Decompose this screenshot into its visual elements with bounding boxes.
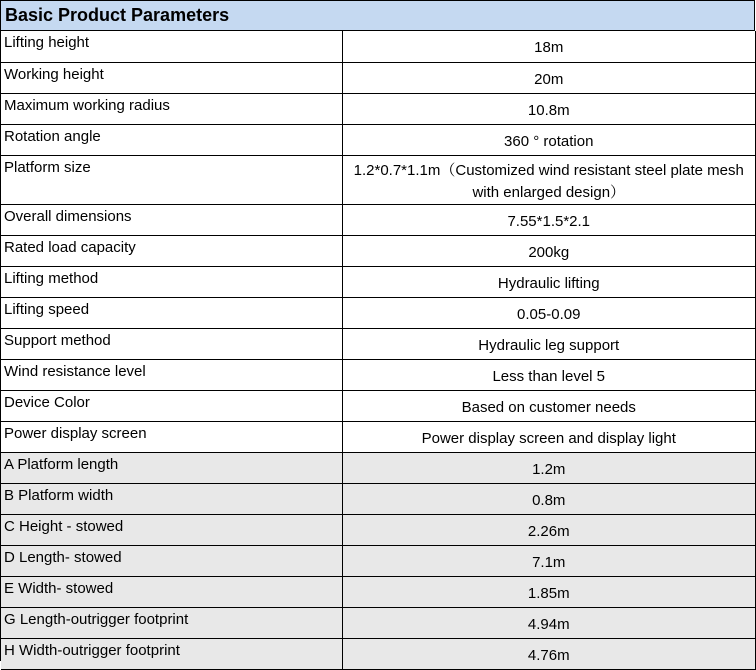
parameter-label: B Platform width [1,483,342,514]
parameters-table [1,31,756,670]
parameter-label: A Platform length [1,452,342,483]
table-row [1,421,756,452]
table-row [1,297,756,328]
table-row [1,93,756,124]
parameter-value: 2.26m [342,514,756,545]
parameter-label: E Width- stowed [1,576,342,607]
parameter-label: H Width-outrigger footprint [1,638,342,669]
table-row [1,359,756,390]
parameter-value: 10.8m [342,93,756,124]
parameter-value: Based on customer needs [342,390,756,421]
parameter-label: Wind resistance level [1,359,342,390]
table-row [1,124,756,155]
parameter-label: Lifting method [1,266,342,297]
table-row [1,576,756,607]
parameter-label: Device Color [1,390,342,421]
parameter-value: 7.1m [342,545,756,576]
parameter-value: 0.8m [342,483,756,514]
parameter-value: 0.05-0.09 [342,297,756,328]
table-row [1,62,756,93]
table-row [1,452,756,483]
table-row [1,204,756,235]
table-title: Basic Product Parameters [1,1,755,31]
table-row [1,390,756,421]
parameter-value: 20m [342,62,756,93]
table-row [1,328,756,359]
parameter-value: 18m [342,31,756,62]
parameter-label: Rated load capacity [1,235,342,266]
table-row [1,31,756,62]
table-row [1,155,756,204]
parameter-value: 4.94m [342,607,756,638]
parameter-value: 7.55*1.5*2.1 [342,204,756,235]
parameter-label: C Height - stowed [1,514,342,545]
table-row [1,235,756,266]
parameter-label: Power display screen [1,421,342,452]
parameter-label: D Length- stowed [1,545,342,576]
parameter-label: Rotation angle [1,124,342,155]
table-row [1,483,756,514]
parameter-label: Maximum working radius [1,93,342,124]
parameter-label: Lifting speed [1,297,342,328]
parameter-label: Support method [1,328,342,359]
parameter-label: G Length-outrigger footprint [1,607,342,638]
parameter-value: 1.2m [342,452,756,483]
parameter-label: Lifting height [1,31,342,62]
parameter-value: Power display screen and display light [342,421,756,452]
parameter-value: Hydraulic lifting [342,266,756,297]
parameter-value: 360 ° rotation [342,124,756,155]
parameter-value: Less than level 5 [342,359,756,390]
table-row [1,545,756,576]
parameter-value: 200kg [342,235,756,266]
parameter-label: Platform size [1,155,342,204]
table-row [1,266,756,297]
parameter-value: Hydraulic leg support [342,328,756,359]
table-row [1,638,756,669]
parameter-value: 1.85m [342,576,756,607]
parameter-value: 1.2*0.7*1.1m（Customized wind resistant steel plate mesh with enlarged design） [342,155,756,204]
parameter-label: Working height [1,62,342,93]
table-row [1,514,756,545]
parameter-value: 4.76m [342,638,756,669]
table-row [1,607,756,638]
parameter-label: Overall dimensions [1,204,342,235]
